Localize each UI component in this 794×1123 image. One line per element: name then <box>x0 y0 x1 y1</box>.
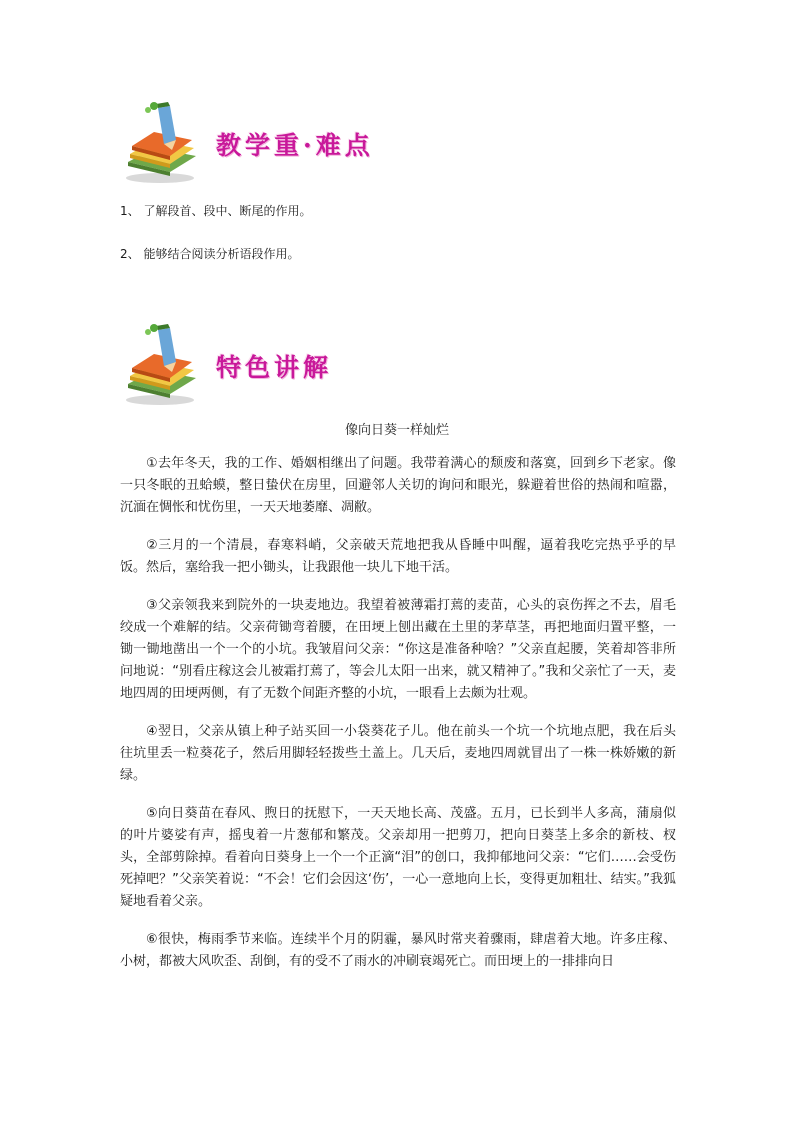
section-title: 特色讲解 <box>216 353 333 382</box>
section-header-key-points <box>118 100 538 190</box>
article-paragraph: ②三月的一个清晨，春寒料峭，父亲破天荒地把我从昏睡中叫醒，逼着我吃完热乎乎的早饭。然后，塞给我一把小锄头，让我跟他一块儿下地干活。 <box>120 538 676 575</box>
book-stack-with-pencil-icon <box>118 100 204 186</box>
key-point-item: 1、 了解段首、段中、断尾的作用。 <box>120 204 312 218</box>
key-point-item: 2、 能够结合阅读分析语段作用。 <box>120 247 300 261</box>
section-header-explanation <box>118 322 538 412</box>
article-body <box>120 453 676 989</box>
book-stack-with-pencil-icon <box>118 322 204 408</box>
article-paragraph: ⑥很快，梅雨季节来临。连续半个月的阴霾，暴风时常夹着骤雨，肆虐着大地。许多庄稼、小树，都被大风吹歪、刮倒，有的受不了雨水的冲刷衰竭死亡。而田埂上的一排排向日 <box>120 932 676 969</box>
section-title: 教学重·难点 <box>216 131 374 160</box>
article-title: 像向日葵一样灿烂 <box>344 423 449 438</box>
article-paragraph: ④翌日，父亲从镇上种子站买回一小袋葵花子儿。他在前头一个坑一个坑地点肥，我在后头往坑里丢一粒葵花子，然后用脚轻轻拨些土盖上。几天后，麦地四周就冒出了一株一株娇嫩的新绿。 <box>120 724 676 783</box>
article-paragraph: ①去年冬天，我的工作、婚姻相继出了问题。我带着满心的颓废和落寞，回到乡下老家。像一只冬眠的丑蛤蟆，整日蛰伏在房里，回避邻人关切的询问和眼光，躲避着世俗的热闹和喧嚣，沉湎在惆怅和忧伤里，一天天地萎靡、凋敝。 <box>120 456 676 515</box>
article-paragraph: ③父亲领我来到院外的一块麦地边。我望着被薄霜打蔫的麦苗，心头的哀伤挥之不去，眉毛绞成一个难解的结。父亲荷锄弯着腰，在田埂上刨出藏在土里的茅草茎，再把地面归置平整，一锄一锄地凿出一个一个的小坑。我皱眉问父亲：“你这是准备种啥？”父亲直起腰，笑着却答非所问地说：“别看庄稼这会儿被霜打蔫了，等会儿太阳一出来，就又精神了。”我和父亲忙了一天，麦地四周的田埂两侧，有了无数个间距齐整的小坑，一眼看上去颇为壮观。 <box>120 598 676 701</box>
article-paragraph: ⑤向日葵苗在春风、煦日的抚慰下，一天天地长高、茂盛。五月，已长到半人多高，蒲扇似的叶片婆娑有声，摇曳着一片葱郁和繁茂。父亲却用一把剪刀，把向日葵茎上多余的新枝、杈头，全部剪除掉。看着向日葵身上一个一个正滴“泪”的创口，我抑郁地问父亲：“它们……会受伤死掉吧？”父亲笑着说：“不会！它们会因这‘伤’，一心一意地向上长，变得更加粗壮、结实。”我狐疑地看着父亲。 <box>120 806 676 909</box>
